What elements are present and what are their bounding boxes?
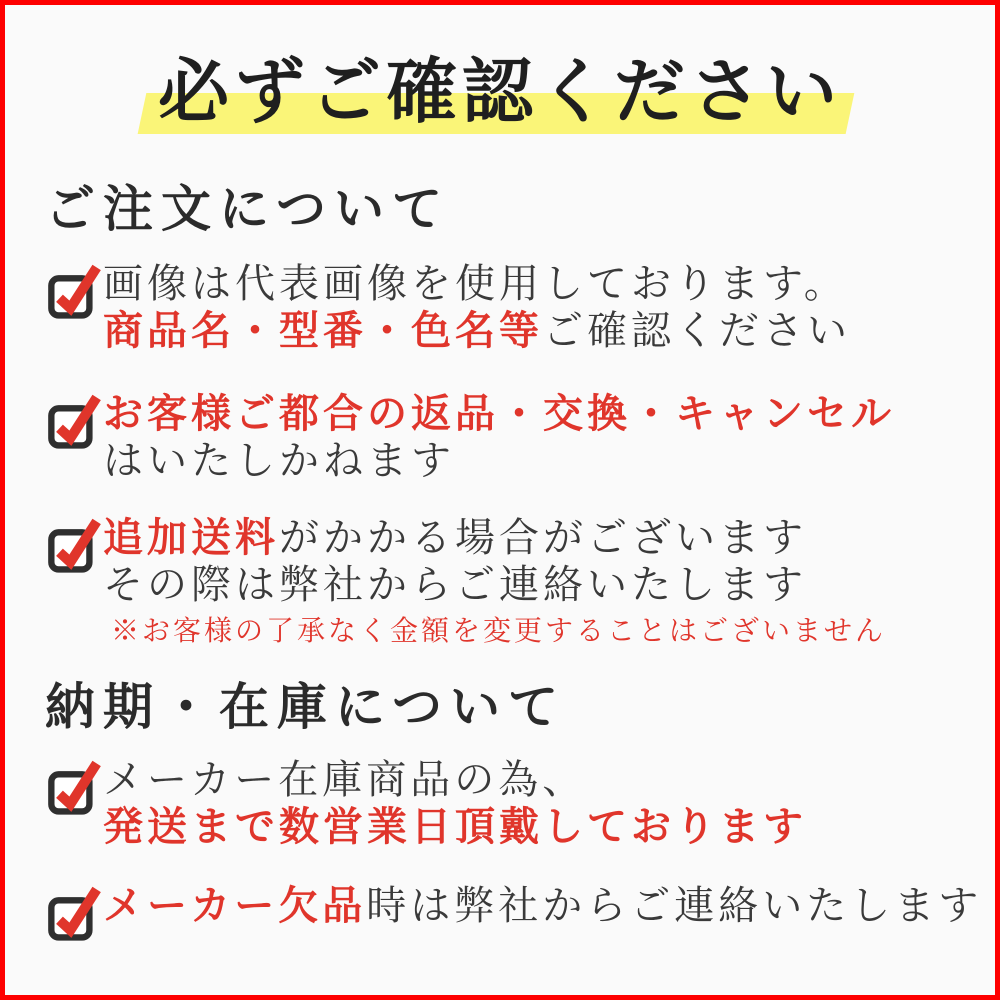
item-line <box>103 437 895 484</box>
item-segment-red: 商品名・型番・色名等 <box>103 307 543 353</box>
item-segment: がかかる場合がございます <box>279 514 807 560</box>
item-text <box>103 882 982 929</box>
list-item <box>45 756 967 850</box>
list-item <box>45 514 967 650</box>
item-text <box>103 756 807 850</box>
item-line <box>103 390 895 437</box>
page-title <box>152 49 848 138</box>
title-banner <box>5 49 995 138</box>
checked-checkbox-icon <box>45 262 103 320</box>
item-segment-red: 発送まで数営業日頂戴しております <box>103 804 807 850</box>
item-text <box>103 390 895 484</box>
notice-content <box>5 180 995 942</box>
item-segment-red: お客様ご都合の返品・交換・キャンセル <box>103 390 895 436</box>
page-title-text: 必ずご確認ください <box>157 54 842 132</box>
item-line <box>103 803 807 850</box>
item-segment: ご確認ください <box>543 307 851 353</box>
checked-checkbox-icon <box>45 516 103 574</box>
section-stock-heading: 納期・在庫について <box>45 679 566 736</box>
item-segment: メーカー在庫商品の為、 <box>103 757 587 803</box>
item-segment: 画像は代表画像を使用しております。 <box>103 260 848 306</box>
item-line <box>103 307 851 354</box>
list-item <box>45 882 983 942</box>
item-note: ※お客様の了承なく金額を変更することはございません <box>111 615 887 647</box>
item-text <box>103 260 851 354</box>
item-segment: 時は弊社からご連絡いたします <box>366 883 983 929</box>
item-line <box>103 260 851 307</box>
section-stock <box>45 678 983 942</box>
section-order-heading: ご注文について <box>45 180 450 237</box>
list-item <box>45 260 967 354</box>
item-segment-red: 追加送料 <box>103 514 279 560</box>
item-line <box>103 514 886 561</box>
list-item <box>45 390 967 484</box>
item-segment-red: メーカー欠品 <box>103 883 367 929</box>
item-line <box>103 756 807 803</box>
item-segment: その際は弊社からご連絡いたします <box>103 561 807 607</box>
section-order <box>45 180 967 650</box>
checked-checkbox-icon <box>45 758 103 816</box>
item-line <box>103 561 886 608</box>
checked-checkbox-icon <box>45 884 103 942</box>
item-text <box>103 514 886 650</box>
item-segment: はいたしかねます <box>103 437 455 483</box>
checked-checkbox-icon <box>45 392 103 450</box>
item-line <box>103 882 982 929</box>
